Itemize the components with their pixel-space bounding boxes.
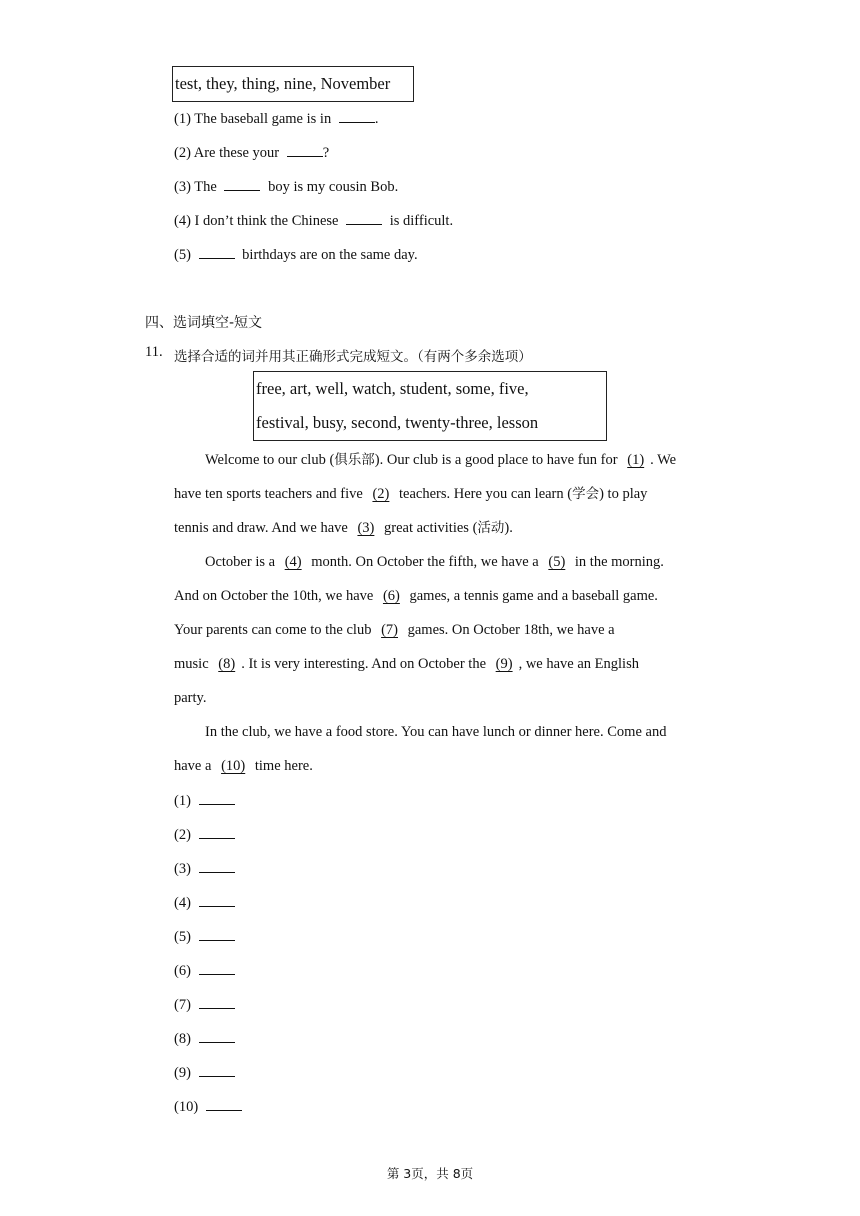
passage-blank-4[interactable]: (4) bbox=[284, 554, 302, 570]
passage-line-1: Welcome to our club (俱乐部). Our club is a good place to have fun for (1) . We bbox=[205, 452, 677, 468]
passage-blank-5[interactable]: (5) bbox=[548, 554, 566, 570]
question-item-5: (5) birthdays are on the same day. bbox=[174, 244, 418, 265]
word-bank-line-1: free, art, well, watch, student, some, five, bbox=[256, 379, 529, 398]
passage-blank-2[interactable]: (2) bbox=[372, 486, 390, 502]
passage-blank-7[interactable]: (7) bbox=[381, 622, 398, 638]
passage-line-2: have ten sports teachers and five (2) teachers. Here you can learn (学会) to play bbox=[174, 486, 648, 502]
question-item-4: (4) I don’t think the Chinese is difficult. bbox=[174, 210, 453, 231]
answer-line-6: (6) bbox=[174, 960, 235, 981]
section-heading: 四、选词填空-短文 bbox=[145, 315, 263, 331]
answer-line-7: (7) bbox=[174, 994, 235, 1015]
passage-blank-10[interactable]: (10) bbox=[221, 758, 246, 774]
answer-blank[interactable] bbox=[199, 892, 235, 907]
question-number: 11. bbox=[145, 344, 163, 360]
word-bank-box-1 bbox=[172, 66, 414, 102]
answer-blank[interactable] bbox=[339, 108, 375, 123]
answer-blank[interactable] bbox=[199, 1062, 235, 1077]
question-instruction: 选择合适的词并用其正确形式完成短文。（有两个多余选项） bbox=[174, 349, 532, 365]
answer-line-9: (9) bbox=[174, 1062, 235, 1083]
answer-blank[interactable] bbox=[199, 244, 235, 259]
passage-line-6: Your parents can come to the club (7) games. On October 18th, we have a bbox=[174, 622, 615, 638]
answer-line-3: (3) bbox=[174, 858, 235, 879]
passage-line-9: In the club, we have a food store. You can have lunch or dinner here. Come and bbox=[205, 724, 667, 740]
answer-line-10: (10) bbox=[174, 1096, 242, 1117]
passage-blank-9[interactable]: (9) bbox=[495, 656, 513, 672]
question-item-2: (2) Are these your ? bbox=[174, 142, 329, 163]
answer-blank[interactable] bbox=[206, 1096, 242, 1111]
answer-blank[interactable] bbox=[199, 790, 235, 805]
answer-blank[interactable] bbox=[224, 176, 260, 191]
answer-line-1: (1) bbox=[174, 790, 235, 811]
passage-line-10: have a (10) time here. bbox=[174, 758, 313, 774]
answer-blank[interactable] bbox=[199, 960, 235, 975]
answer-line-8: (8) bbox=[174, 1028, 235, 1049]
answer-line-2: (2) bbox=[174, 824, 235, 845]
word-bank-line-2: festival, busy, second, twenty-three, lesson bbox=[256, 413, 539, 432]
word-bank-box-2 bbox=[253, 371, 607, 441]
passage-blank-1[interactable]: (1) bbox=[627, 452, 645, 468]
passage-blank-8[interactable]: (8) bbox=[218, 656, 236, 672]
answer-line-5: (5) bbox=[174, 926, 235, 947]
passage-line-3: tennis and draw. And we have (3) great activities (活动). bbox=[174, 520, 513, 536]
question-item-1: (1) The baseball game is in . bbox=[174, 108, 378, 129]
answer-blank[interactable] bbox=[199, 1028, 235, 1043]
passage-blank-6[interactable]: (6) bbox=[382, 588, 400, 604]
word-bank-text: test, they, thing, nine, November bbox=[175, 74, 391, 93]
answer-blank[interactable] bbox=[199, 858, 235, 873]
answer-blank[interactable] bbox=[346, 210, 382, 225]
question-item-3: (3) The boy is my cousin Bob. bbox=[174, 176, 398, 197]
passage-line-5: And on October the 10th, we have (6) games, a tennis game and a baseball game. bbox=[174, 588, 658, 604]
answer-blank[interactable] bbox=[199, 994, 235, 1009]
answer-blank[interactable] bbox=[287, 142, 323, 157]
page-footer: 第 3页，共 8页 bbox=[386, 1166, 474, 1181]
passage-blank-3[interactable]: (3) bbox=[357, 520, 375, 536]
passage-line-7: music (8) . It is very interesting. And on October the (9) , we have an English bbox=[174, 656, 639, 672]
answer-blank[interactable] bbox=[199, 824, 235, 839]
answer-blank[interactable] bbox=[199, 926, 235, 941]
passage-line-8: party. bbox=[174, 690, 207, 706]
answer-line-4: (4) bbox=[174, 892, 235, 913]
passage-line-4: October is a (4) month. On October the fifth, we have a (5) in the morning. bbox=[205, 554, 664, 570]
